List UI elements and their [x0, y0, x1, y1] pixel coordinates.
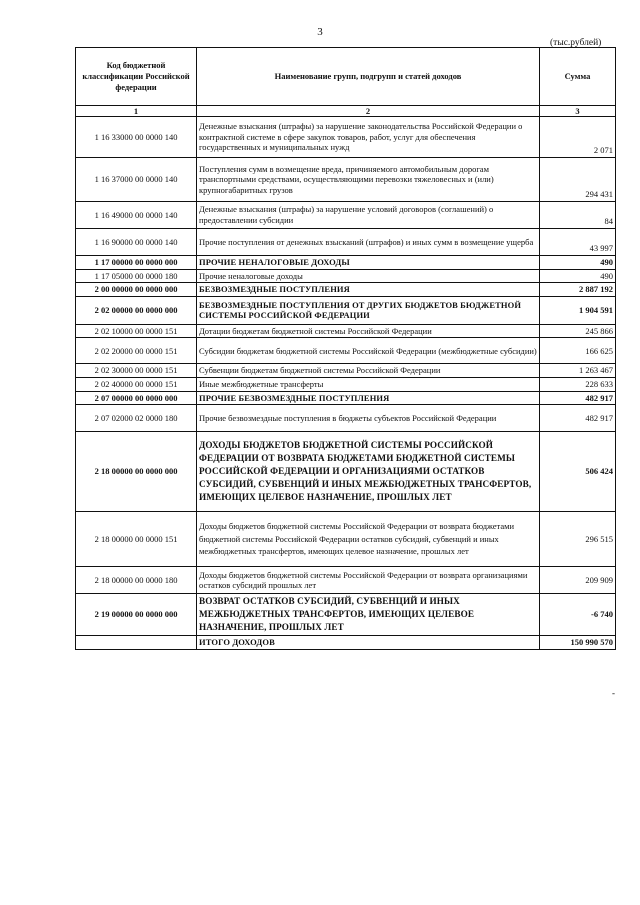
row-name: Субсидии бюджетам бюджетной системы Российской Федерации (межбюджетные субсидии) — [197, 338, 540, 364]
row-name: Денежные взыскания (штрафы) за нарушение законодательства Российской Федерации о контрактной системе в сфере закупок товаров, работ, услуг для обеспечения государственных и муниципальных нужд — [197, 117, 540, 158]
header-code: Код бюджетной классификации Российской федерации — [76, 48, 197, 106]
row-name: Прочие поступления от денежных взысканий (штрафов) и иных сумм в возмещение ущерба — [197, 229, 540, 256]
row-name: Прочие неналоговые доходы — [197, 269, 540, 283]
row-code: 2 18 00000 00 0000 151 — [76, 512, 197, 567]
table-row — [76, 229, 616, 256]
row-amount: 296 515 — [540, 512, 616, 567]
row-code — [76, 636, 197, 650]
header-name: Наименование групп, подгрупп и статей доходов — [197, 48, 540, 106]
row-name: Доходы бюджетов бюджетной системы Российской Федерации от возврата организациями остатков субсидий прошлых лет — [197, 567, 540, 594]
row-amount: 84 — [540, 202, 616, 229]
row-amount: 490 — [540, 256, 616, 270]
table-row — [76, 594, 616, 636]
column-number-row — [76, 106, 616, 117]
row-code: 2 02 40000 00 0000 151 — [76, 377, 197, 391]
total-row — [76, 636, 616, 650]
total-amount: 150 990 570 — [540, 636, 616, 650]
row-name: БЕЗВОЗМЕЗДНЫЕ ПОСТУПЛЕНИЯ ОТ ДРУГИХ БЮДЖЕТОВ БЮДЖЕТНОЙ СИСТЕМЫ РОССИЙСКОЙ ФЕДЕРАЦИИ — [197, 296, 540, 324]
table-row — [76, 512, 616, 567]
table-row — [76, 283, 616, 297]
row-name: Денежные взыскания (штрафы) за нарушение условий договоров (соглашений) о предоставлении субсидии — [197, 202, 540, 229]
row-name: Субвенции бюджетам бюджетной системы Российской Федерации — [197, 364, 540, 378]
row-code: 1 16 90000 00 0000 140 — [76, 229, 197, 256]
column-number: 1 — [76, 106, 197, 117]
row-code: 1 17 00000 00 0000 000 — [76, 256, 197, 270]
row-name: ПРОЧИЕ НЕНАЛОГОВЫЕ ДОХОДЫ — [197, 256, 540, 270]
row-code: 2 02 00000 00 0000 000 — [76, 296, 197, 324]
row-amount: 1 263 467 — [540, 364, 616, 378]
table-row — [76, 405, 616, 432]
stray-mark: ‑ — [612, 688, 615, 698]
column-number: 2 — [197, 106, 540, 117]
row-amount: 2 887 192 — [540, 283, 616, 297]
table-row — [76, 338, 616, 364]
row-name: ИТОГО ДОХОДОВ — [197, 636, 540, 650]
row-amount: 2 071 — [540, 117, 616, 158]
row-code: 2 02 10000 00 0000 151 — [76, 324, 197, 338]
revenue-table — [75, 47, 616, 650]
row-name: Прочие безвозмездные поступления в бюджеты субъектов Российской Федерации — [197, 405, 540, 432]
row-amount: 482 917 — [540, 391, 616, 405]
row-code: 1 16 33000 00 0000 140 — [76, 117, 197, 158]
table-row — [76, 202, 616, 229]
row-code: 2 07 00000 00 0000 000 — [76, 391, 197, 405]
row-code: 1 17 05000 00 0000 180 — [76, 269, 197, 283]
row-name: Доходы бюджетов бюджетной системы Российской Федерации от возврата бюджетами бюджетной системы Российской Федерации остатков субсидий, субвенций и иных межбюджетных трансфертов, имеющих целевое назначение, прошлых лет — [197, 512, 540, 567]
row-amount: 490 — [540, 269, 616, 283]
table-row — [76, 269, 616, 283]
row-name: Поступления сумм в возмещение вреда, причиняемого автомобильным дорогам транспортными средствами, осуществляющими перевозки тяжеловесных и (или) крупногабаритных грузов — [197, 158, 540, 202]
row-name: ПРОЧИЕ БЕЗВОЗМЕЗДНЫЕ ПОСТУПЛЕНИЯ — [197, 391, 540, 405]
row-amount: 209 909 — [540, 567, 616, 594]
column-number: 3 — [540, 106, 616, 117]
row-amount: 1 904 591 — [540, 296, 616, 324]
header-amount: Сумма — [540, 48, 616, 106]
row-code: 2 02 20000 00 0000 151 — [76, 338, 197, 364]
table-row — [76, 296, 616, 324]
row-amount: 245 866 — [540, 324, 616, 338]
row-name: БЕЗВОЗМЕЗДНЫЕ ПОСТУПЛЕНИЯ — [197, 283, 540, 297]
row-name: Иные межбюджетные трансферты — [197, 377, 540, 391]
table-header-row — [76, 48, 616, 106]
row-amount: 166 625 — [540, 338, 616, 364]
table-row — [76, 567, 616, 594]
row-code: 2 02 30000 00 0000 151 — [76, 364, 197, 378]
row-code: 2 07 02000 02 0000 180 — [76, 405, 197, 432]
row-name: ДОХОДЫ БЮДЖЕТОВ БЮДЖЕТНОЙ СИСТЕМЫ РОССИЙСКОЙ ФЕДЕРАЦИИ ОТ ВОЗВРАТА БЮДЖЕТАМИ БЮДЖЕТНОЙ СИСТЕМЫ РОССИЙСКОЙ ФЕДЕРАЦИИ И ОРГАНИЗАЦИЯМИ ОСТАТКОВ СУБСИДИЙ, СУБВЕНЦИЙ И ИНЫХ МЕЖБЮДЖЕТНЫХ ТРАНСФЕРТОВ, ИМЕЮЩИХ ЦЕЛЕВОЕ НАЗНАЧЕНИЕ, ПРОШЛЫХ ЛЕТ — [197, 432, 540, 512]
row-name: ВОЗВРАТ ОСТАТКОВ СУБСИДИЙ, СУБВЕНЦИЙ И ИНЫХ МЕЖБЮДЖЕТНЫХ ТРАНСФЕРТОВ, ИМЕЮЩИХ ЦЕЛЕВОЕ НАЗНАЧЕНИЕ, ПРОШЛЫХ ЛЕТ — [197, 594, 540, 636]
row-code: 2 00 00000 00 0000 000 — [76, 283, 197, 297]
row-amount: 482 917 — [540, 405, 616, 432]
table-row — [76, 158, 616, 202]
table-row — [76, 256, 616, 270]
table-row — [76, 377, 616, 391]
row-amount: -6 740 — [540, 594, 616, 636]
units-label: (тыс.рублей) — [550, 38, 602, 48]
table-row — [76, 432, 616, 512]
row-amount: 43 997 — [540, 229, 616, 256]
table-row — [76, 324, 616, 338]
row-amount: 294 431 — [540, 158, 616, 202]
row-code: 2 18 00000 00 0000 180 — [76, 567, 197, 594]
row-amount: 228 633 — [540, 377, 616, 391]
row-code: 1 16 49000 00 0000 140 — [76, 202, 197, 229]
table-row — [76, 391, 616, 405]
page-number: 3 — [317, 26, 323, 38]
table-row — [76, 364, 616, 378]
row-code: 1 16 37000 00 0000 140 — [76, 158, 197, 202]
table-row — [76, 117, 616, 158]
row-amount: 506 424 — [540, 432, 616, 512]
row-code: 2 19 00000 00 0000 000 — [76, 594, 197, 636]
row-code: 2 18 00000 00 0000 000 — [76, 432, 197, 512]
row-name: Дотации бюджетам бюджетной системы Российской Федерации — [197, 324, 540, 338]
